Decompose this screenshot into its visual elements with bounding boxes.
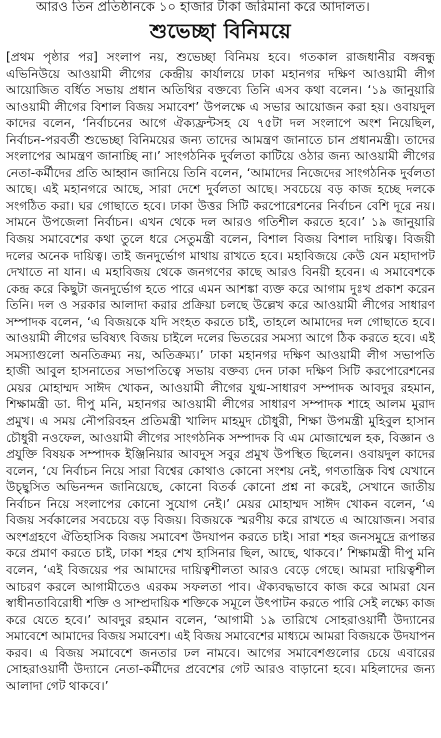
article-text: সংলাপ নয়, শুভেচ্ছা বিনিময় হবে। গতকাল রাজধানীর বঙ্গবন্ধু এভিনিউয়ে আওয়ামী লীগের কেন্দ্রীয় কার্যালয়ে ঢাকা মহানগর দক্ষিণ আওয়ামী লীগ আয়োজিত বর্ধিত সভায় প্রধান অতিথির বক্তব্যে তিনি এসব কথা বলেন। ‘১৯ জানুয়ারি আওয়ামী লীগের বিশাল বিজয় সমাবেশ’ উপলক্ষে এ সভার আয়োজন করা হয়। ওবায়দুল কাদের বলেন, ‘নির্বাচনের আগে ঐক্যফ্রন্টসহ যে ৭৫টা দল সংলাপে অংশ নিয়েছিল, নির্বাচন-পরবর্তী শুভেচ্ছা বিনিময়ের জন্য তাদের আমন্ত্রণ জানাতে চান প্রধানমন্ত্রী। তাদের সংলাপের আমন্ত্রণ জানাচ্ছি না।’ সাংগঠনিক দুর্বলতা কাটিয়ে ওঠার জন্য আওয়ামী লীগের নেতা-কর্মীদের প্রতি আহ্বান জানিয়ে তিনি বলেন, ‘আমাদের নিজেদের সাংগঠনিক দুর্বলতা আছে। এই মহানগরে আছে, সারা দেশে দুর্বলতা আছে। সবচেয়ে বড় কাজ হচ্ছে দলকে সংগঠিত করা। ঘর গোছাতে হবে। ঢাকা উত্তর সিটি করপোরেশনের নির্বাচন বেশি দূরে নয়। সামনে উপজেলা নির্বাচন। এখন থেকে দল আরও গতিশীল করতে হবে।’ ১৯ জানুয়ারি বিজয় সমাবেশের কথা তুলে ধরে সেতুমন্ত্রী বলেন, বিশাল বিজয় বিশাল দায়িত্ব। বিজয়ী দলের অনেক দায়িত্ব। তাই জনদুর্ভোগ মাথায় রাখতে হবে। মহাবিজয়ে কেউ যেন মহাদাপট দেখাতে না যান। এ মহাবিজয় থেকে জনগণের কাছে আরও বিনয়ী হবেন। এ সমাবেশকে কেন্দ্র করে কিছুটা জনদুর্ভোগ হতে পারে এমন আশঙ্কা ব্যক্ত করে আগাম দুঃখ প্রকাশ করেন তিনি। দল ও সরকার আলাদা করার প্রক্রিয়া চলছে উল্লেখ করে আওয়ামী লীগের সাধারণ সম্পাদক বলেন, ‘এ বিজয়কে যদি সংহত করতে চাই, তাহলে আমাদের দল গোছাতে হবে। আওয়ামী লীগের ভবিষ্যৎ বিজয় চাইলে দলের ভিতরের সমস্যা আগে ঠিক করতে হবে। এই সমস্যাগুলো অনতিক্রম্য নয়, অতিক্রম্য।’ ঢাকা মহানগর দক্ষিণ আওয়ামী লীগ সভাপতি হাজী আবুল হাসনাতের সভাপতিত্বে সভায় বক্তব্য দেন ঢাকা দক্ষিণ সিটি করপোরেশনের মেয়র মোহাম্মদ সাঈদ খোকন, আওয়ামী লীগের যুগ্ম-সাধারণ সম্পাদক আবদুর রহমান, শিক্ষামন্ত্রী ডা. দীপু মনি, মহানগর আওয়ামী লীগের সাধারণ সম্পাদক শাহে আলম মুরাদ প্রমুখ। এ সময় নৌপরিবহন প্রতিমন্ত্রী খালিদ মাহমুদ চৌধুরী, শিক্ষা উপমন্ত্রী মুহিবুল হাসান চৌধুরী নওফেল, আওয়ামী লীগের সাংগঠনিক সম্পাদক বি এম মোজাম্মেল হক, বিজ্ঞান ও প্রযুক্তি বিষয়ক সম্পাদক ইঞ্জিনিয়ার আবদুস সবুর প্রমুখ উপস্থিত ছিলেন। ওবায়দুল কাদের বলেন, ‘যে নির্বাচন নিয়ে সারা বিশ্বের কোথাও কোনো সংশয় নেই, গণতান্ত্রিক বিশ্ব যেখানে উচ্ছ্বসিত অভিনন্দন জানিয়েছে, কোনো বিতর্ক কোনো প্রশ্ন না করেই, সেখানে জাতীয় নির্বাচন নিয়ে সংলাপের কোনো সুযোগ নেই।’ মেয়র মোহাম্মদ সাঈদ খোকন বলেন, ‘এ বিজয় সর্বকালের সবচেয়ে বড় বিজয়। বিজয়কে স্মরণীয় করে রাখতে এ আয়োজন। সবার অংশগ্রহণে ঐতিহাসিক বিজয় সমাবেশ উদযাপন করতে চাই। সারা শহর জনসমুদ্রে রূপান্তর করে প্রমাণ করতে চাই, ঢাকা শহর শেখ হাসিনার ছিল, আছে, থাকবে।’ শিক্ষামন্ত্রী দীপু মনি বলেন, ‘এই বিজয়ের পর আমাদের দায়িত্বশীলতা আরও বেড়ে গেছে। আমরা দায়িত্বশীল আচরণ করলে আগামীতেও এরকম সফলতা পাব। ঐক্যবদ্ধভাবে কাজ করে আমরা যেন স্বাধীনতাবিরোধী শক্তি ও সাম্প্রদায়িক শক্তিকে সমূলে উৎপাটন করতে পারি সেই লক্ষ্যে কাজ করে যেতে হবে।’ আবদুর রহমান বলেন, ‘আগামী ১৯ তারিখে সোহরাওয়ার্দী উদ্যানের সমাবেশে আমাদের বিজয় সমাবেশ। এই বিজয় সমাবেশের মাধ্যমে আমরা বিজয়কে উদযাপন করব। এ বিজয় সমাবেশে জনতার ঢল নামবে। আগের সমাবেশগুলোর চেয়ে এবারের সোহরাওয়ার্দী উদ্যানে নেতা-কর্মীদের প্রবেশের গেট আরও বাড়ানো হবে। মহিলাদের জন্য আলাদা গেট থাকবে।’: [6, 50, 435, 693]
article-headline: শুভেচ্ছা বিনিময়ে: [149, 19, 292, 43]
continuation-tag: [প্রথম পৃষ্ঠার পর]: [6, 50, 98, 64]
article-body: [6, 49, 435, 717]
previous-article-last-line: আরও তিন প্রতিষ্ঠানকে ১০ হাজার টাকা জরিমানা করে আদালত।: [36, 0, 370, 15]
